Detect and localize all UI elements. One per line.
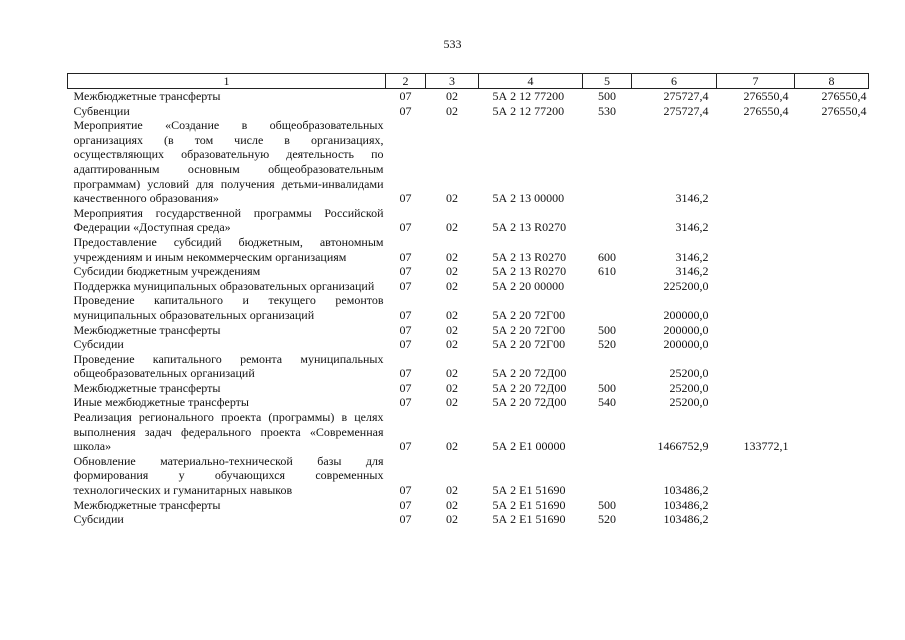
row-amount-3 — [795, 323, 869, 338]
table-row — [68, 352, 869, 381]
row-name: Мероприятия государственной программы Российской Федерации «Доступная среда» — [73, 205, 384, 235]
row-target-code: 5А 2 13 R0270 — [492, 264, 567, 279]
row-expense-type: 500 — [598, 322, 616, 337]
row-subsection: 02 — [446, 89, 458, 103]
row-subsection: 02 — [446, 380, 458, 395]
row-section: 07 — [399, 483, 412, 498]
table-row — [68, 293, 869, 322]
row-name: Обновление материально-технической базы для формирования у обучающихся современных технологических и гуманитарных навыков — [73, 453, 384, 498]
row-amount-3 — [795, 293, 869, 322]
row-expense-type — [583, 410, 632, 454]
table-row — [68, 395, 869, 410]
row-section: 07 — [399, 89, 412, 103]
row-amount-2 — [717, 279, 795, 294]
row-section: 07 — [399, 249, 412, 264]
row-expense-type — [583, 206, 632, 235]
table-row — [68, 264, 869, 279]
row-subsection: 02 — [446, 264, 458, 279]
row-name: Межбюджетные трансферты — [73, 380, 221, 395]
row-subsection: 02 — [446, 483, 458, 498]
row-target-code: 5А 2 13 R0270 — [492, 249, 567, 264]
row-section: 07 — [399, 497, 412, 512]
table-row — [68, 410, 869, 454]
row-target-code: 5А 2 20 72Д00 — [492, 380, 567, 395]
row-amount-1: 103486,2 — [663, 512, 709, 527]
row-target-code: 5А 2 20 00000 — [492, 278, 565, 293]
row-section: 07 — [399, 191, 412, 206]
row-target-code: 5А 2 20 72Г00 — [492, 307, 566, 322]
table-row — [68, 337, 869, 352]
row-amount-2 — [717, 395, 795, 410]
table-row — [68, 323, 869, 338]
row-section: 07 — [399, 380, 412, 395]
row-name: Субсидии бюджетным учреждениям — [73, 264, 261, 279]
row-subsection: 02 — [446, 278, 458, 293]
row-amount-1: 200000,0 — [663, 337, 709, 352]
column-header: 8 — [795, 74, 869, 89]
row-amount-3 — [795, 206, 869, 235]
row-amount-1: 3146,2 — [675, 220, 709, 235]
row-subsection: 02 — [446, 512, 458, 527]
row-section: 07 — [399, 103, 412, 118]
row-expense-type: 520 — [598, 337, 616, 352]
row-name: Иные межбюджетные трансферты — [73, 395, 249, 410]
row-amount-2 — [717, 264, 795, 279]
row-subsection: 02 — [446, 103, 458, 118]
row-amount-2 — [717, 381, 795, 396]
row-amount-2 — [717, 293, 795, 322]
row-amount-1: 200000,0 — [663, 307, 709, 322]
row-amount-1: 103486,2 — [663, 483, 709, 498]
row-section: 07 — [399, 512, 412, 527]
page-number: 533 — [443, 37, 462, 51]
row-expense-type — [583, 293, 632, 322]
table-row — [68, 118, 869, 206]
row-amount-2 — [717, 206, 795, 235]
row-expense-type: 500 — [598, 497, 616, 512]
row-section: 07 — [399, 395, 412, 410]
column-header: 2 — [386, 74, 426, 89]
row-amount-3: 276550,4 — [821, 89, 867, 103]
row-amount-3 — [795, 381, 869, 396]
row-expense-type: 610 — [598, 264, 616, 279]
row-amount-2 — [717, 118, 795, 206]
table-row — [68, 279, 869, 294]
row-expense-type — [583, 118, 632, 206]
row-subsection: 02 — [446, 249, 458, 264]
row-amount-1: 25200,0 — [669, 380, 709, 395]
row-amount-2 — [717, 512, 795, 527]
column-header: 7 — [717, 74, 795, 89]
row-amount-1: 225200,0 — [663, 278, 709, 293]
row-expense-type — [583, 352, 632, 381]
row-amount-2 — [717, 337, 795, 352]
column-header: 4 — [479, 74, 583, 89]
table-row — [68, 498, 869, 513]
row-subsection: 02 — [446, 337, 458, 352]
row-name: Субвенции — [73, 103, 130, 118]
row-subsection: 02 — [446, 220, 458, 235]
row-name: Поддержка муниципальных образовательных организаций — [73, 278, 375, 293]
row-name: Проведение капитального и текущего ремонтов муниципальных образовательных организаций — [73, 293, 384, 322]
row-amount-1: 275727,4 — [663, 103, 709, 118]
row-name: Межбюджетные трансферты — [73, 322, 221, 337]
row-amount-1: 200000,0 — [663, 322, 709, 337]
row-subsection: 02 — [446, 366, 458, 381]
table-body — [68, 89, 869, 527]
row-target-code: 5А 2 E1 51690 — [492, 512, 566, 527]
row-section: 07 — [399, 439, 412, 454]
row-target-code: 5А 2 20 72Д00 — [492, 395, 567, 410]
row-subsection: 02 — [446, 322, 458, 337]
row-amount-2 — [717, 235, 795, 264]
row-target-code: 5А 2 E1 00000 — [492, 439, 566, 454]
row-expense-type: 530 — [598, 103, 616, 118]
row-expense-type: 500 — [598, 380, 616, 395]
row-amount-3 — [795, 279, 869, 294]
row-amount-2: 276550,4 — [743, 103, 789, 118]
row-name: Реализация регионального проекта (программы) в целях выполнения задач федерального проекта «Современная школа» — [73, 410, 384, 454]
row-subsection: 02 — [446, 191, 458, 206]
row-section: 07 — [399, 307, 412, 322]
table-row — [68, 206, 869, 235]
row-subsection: 02 — [446, 307, 458, 322]
row-amount-3 — [795, 454, 869, 498]
row-target-code: 5А 2 13 00000 — [492, 191, 565, 206]
row-amount-3 — [795, 395, 869, 410]
row-amount-1: 103486,2 — [663, 497, 709, 512]
row-amount-3 — [795, 498, 869, 513]
row-subsection: 02 — [446, 439, 458, 454]
row-amount-2: 276550,4 — [743, 89, 789, 103]
row-expense-type: 500 — [598, 89, 616, 103]
column-header: 1 — [68, 74, 386, 89]
row-target-code: 5А 2 13 R0270 — [492, 220, 567, 235]
row-name: Межбюджетные трансферты — [73, 497, 221, 512]
row-amount-1: 3146,2 — [675, 249, 709, 264]
table-row — [68, 89, 869, 104]
row-amount-2 — [717, 498, 795, 513]
row-target-code: 5А 2 12 77200 — [492, 89, 565, 103]
row-subsection: 02 — [446, 497, 458, 512]
row-section: 07 — [399, 322, 412, 337]
table-row — [68, 235, 869, 264]
row-target-code: 5А 2 E1 51690 — [492, 483, 566, 498]
row-expense-type — [583, 279, 632, 294]
row-amount-3: 276550,4 — [821, 103, 867, 118]
row-target-code: 5А 2 20 72Г00 — [492, 337, 566, 352]
row-amount-3 — [795, 512, 869, 527]
table-row — [68, 104, 869, 119]
row-target-code: 5А 2 12 77200 — [492, 103, 565, 118]
row-section: 07 — [399, 366, 412, 381]
row-name: Межбюджетные трансферты — [73, 89, 221, 103]
row-amount-1: 25200,0 — [669, 395, 709, 410]
row-name: Субсидии — [73, 337, 124, 352]
column-header: 5 — [583, 74, 632, 89]
row-amount-3 — [795, 118, 869, 206]
column-header: 3 — [426, 74, 479, 89]
row-expense-type: 540 — [598, 395, 616, 410]
table-header — [68, 74, 869, 89]
row-section: 07 — [399, 337, 412, 352]
row-name: Мероприятие «Создание в общеобразовательных организациях (в том числе в организациях, осуществляющих образовательную деятельность по адаптированным основным общеобразовательным программам) условий для получения детьми-инвалидами качественного образования» — [73, 118, 384, 206]
row-amount-2 — [717, 323, 795, 338]
table-row — [68, 454, 869, 498]
row-section: 07 — [399, 264, 412, 279]
row-amount-2: 133772,1 — [743, 439, 789, 454]
row-amount-1: 25200,0 — [669, 366, 709, 381]
row-amount-1: 3146,2 — [675, 264, 709, 279]
row-amount-3 — [795, 235, 869, 264]
row-amount-1: 3146,2 — [675, 191, 709, 206]
row-amount-3 — [795, 337, 869, 352]
row-amount-3 — [795, 410, 869, 454]
row-expense-type: 600 — [598, 249, 616, 264]
row-amount-3 — [795, 352, 869, 381]
row-section: 07 — [399, 220, 412, 235]
row-name: Предоставление субсидий бюджетным, автономным учреждениям и иным некоммерческим организациям — [73, 234, 384, 264]
row-subsection: 02 — [446, 395, 458, 410]
row-target-code: 5А 2 E1 51690 — [492, 497, 566, 512]
row-amount-3 — [795, 264, 869, 279]
row-target-code: 5А 2 20 72Д00 — [492, 366, 567, 381]
row-amount-2 — [717, 352, 795, 381]
row-amount-1: 1466752,9 — [657, 439, 709, 454]
row-section: 07 — [399, 278, 412, 293]
budget-table — [67, 73, 869, 527]
row-amount-1: 275727,4 — [663, 89, 709, 103]
table-row — [68, 512, 869, 527]
row-expense-type: 520 — [598, 512, 616, 527]
row-target-code: 5А 2 20 72Г00 — [492, 322, 566, 337]
row-name: Субсидии — [73, 512, 124, 527]
row-expense-type — [583, 454, 632, 498]
column-header: 6 — [632, 74, 717, 89]
row-amount-2 — [717, 454, 795, 498]
table-row — [68, 381, 869, 396]
row-name: Проведение капитального ремонта муниципальных общеобразовательных организаций — [73, 351, 384, 381]
